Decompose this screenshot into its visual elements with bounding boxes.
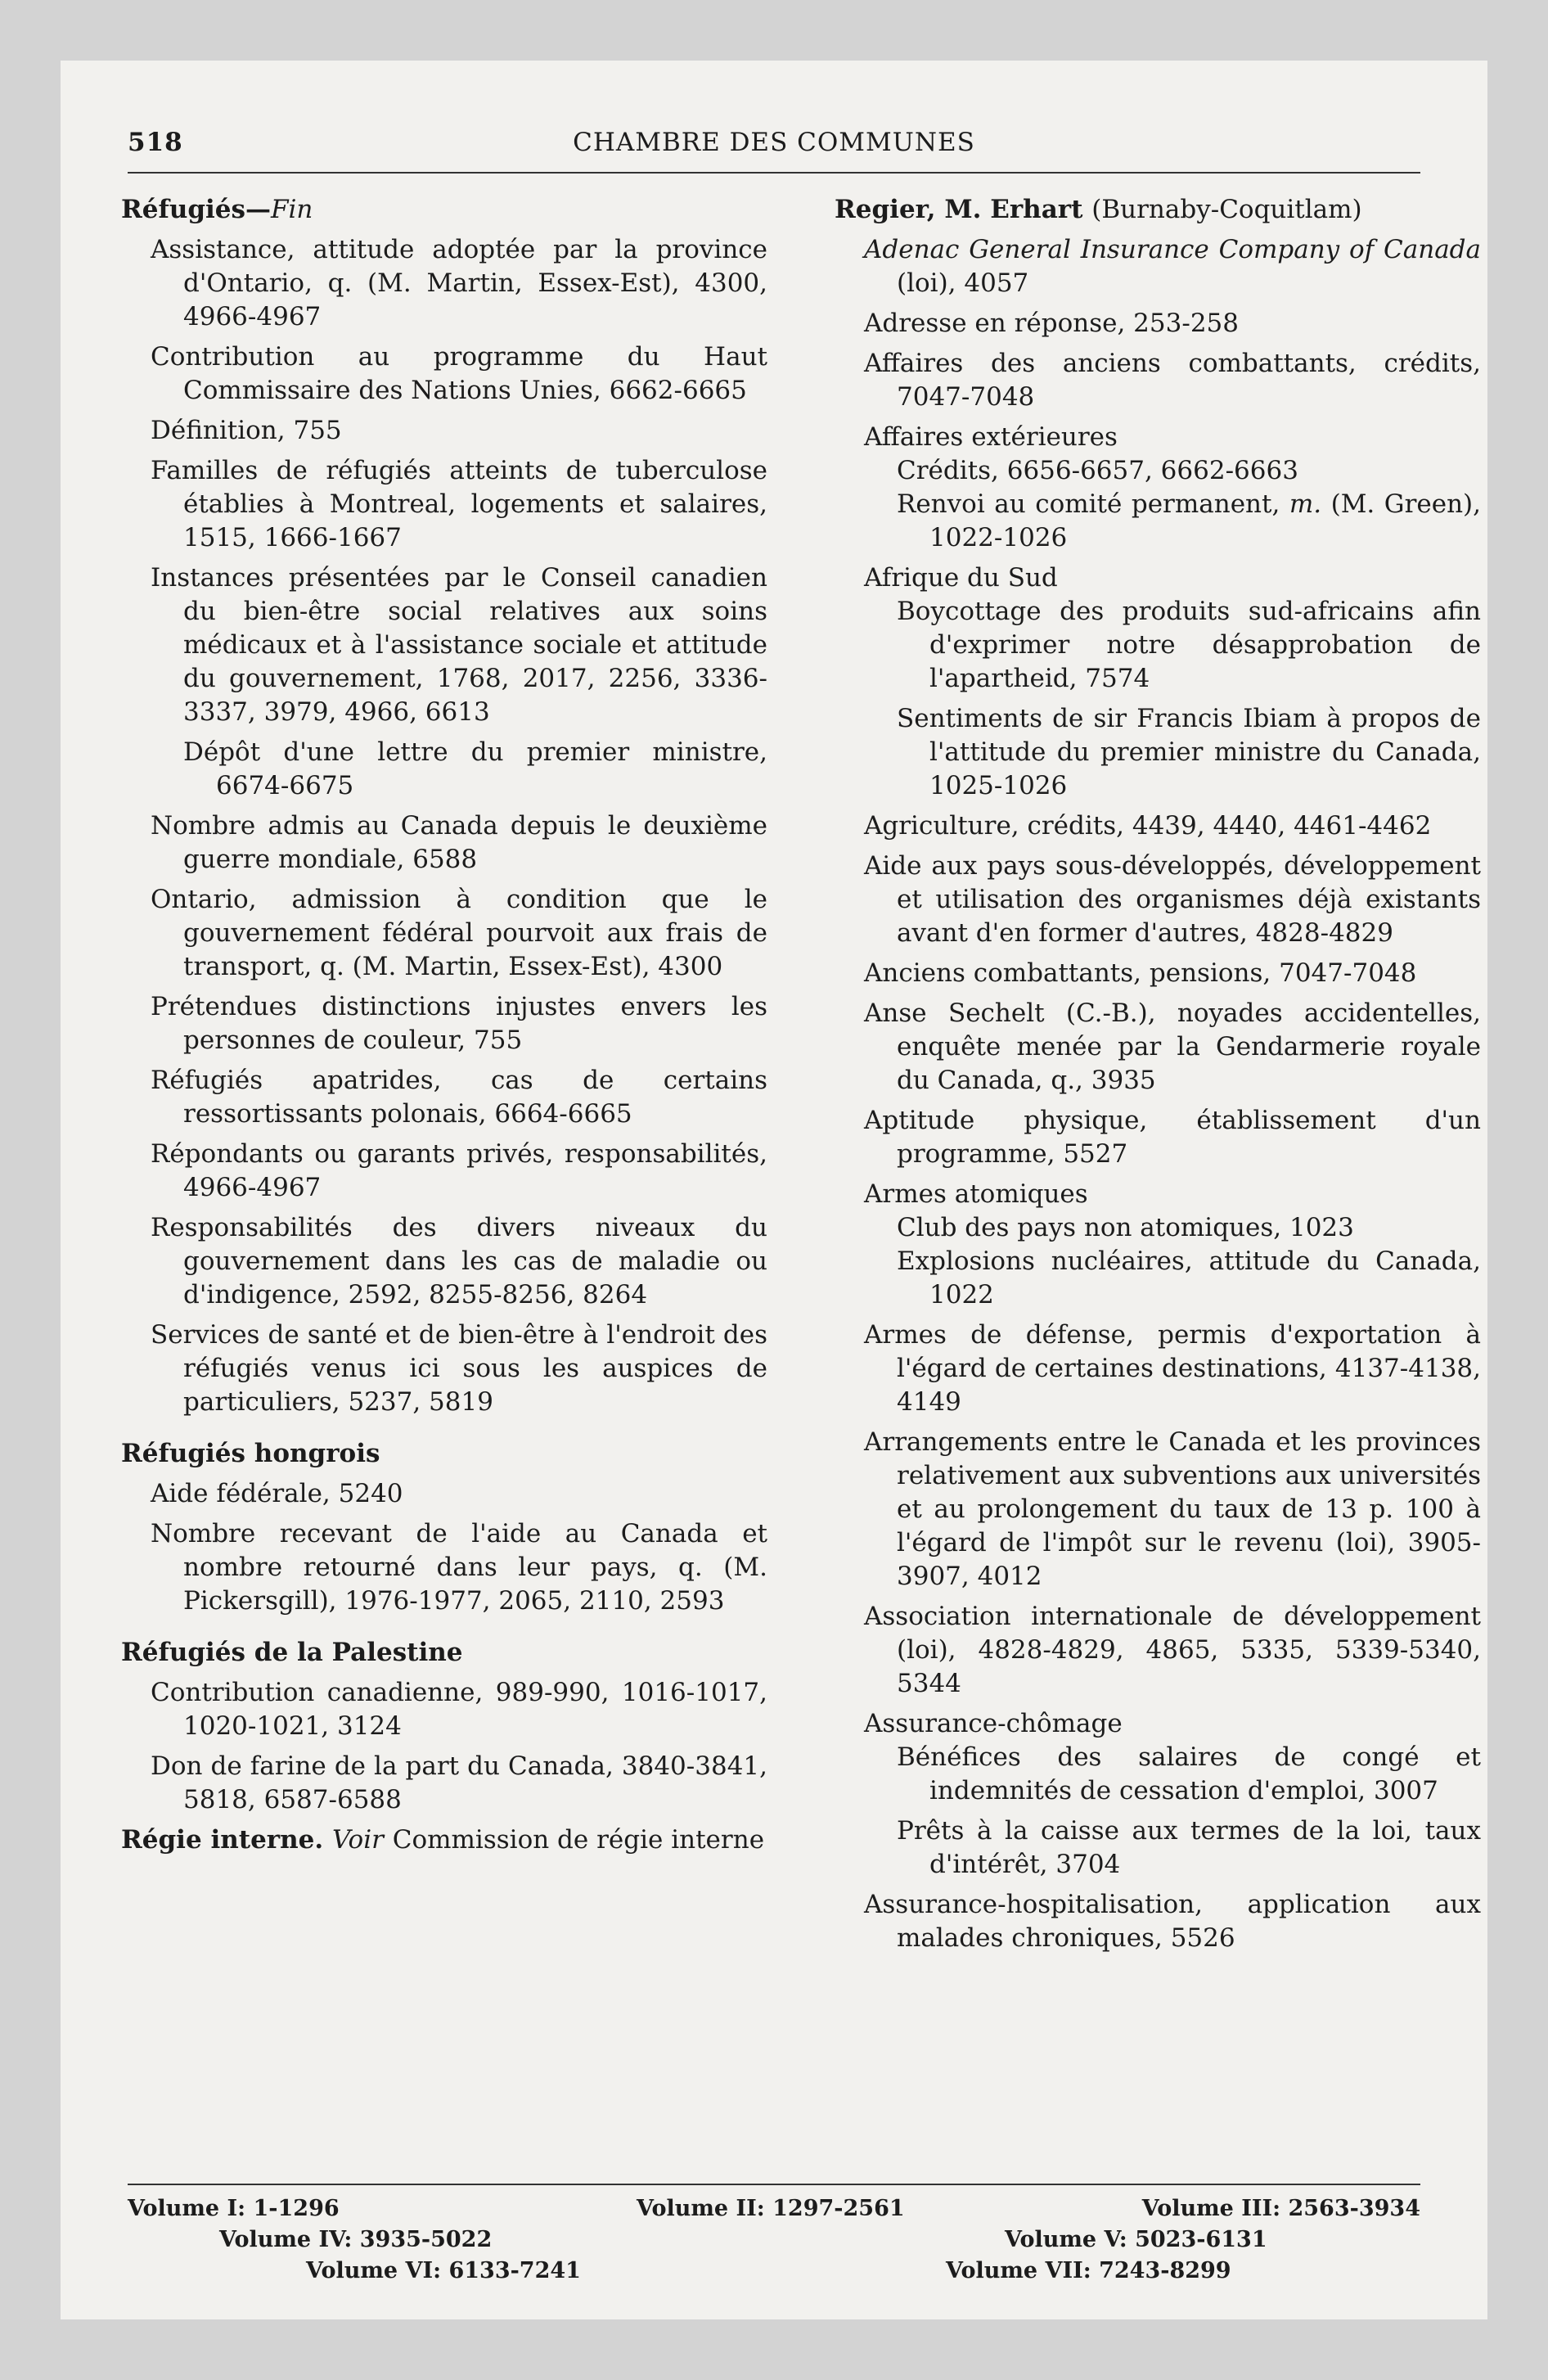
index-heading: Regier, M. Erhart (Burnaby-Coquitlam) [835,195,1362,224]
footer-rule [128,2184,1420,2185]
index-entry: Affaires des anciens combattants, crédits, 7047-7048 [864,349,1481,412]
index-entry: Services de santé et de bien-être à l'endroit des réfugiés venus ici sous les auspices de particuliers, 5237, 5819 [151,1320,767,1417]
volume-range: Volume II: 1297-2561 [637,2196,905,2221]
header-rule [128,172,1420,174]
index-entry: Adresse en réponse, 253-258 [864,309,1239,338]
index-entry: Assurance-hospitalisation, application aux malades chroniques, 5526 [864,1890,1481,1953]
index-heading-cross-reference: Régie interne. Voir Commission de régie interne [121,1825,765,1855]
index-subentry: Dépôt d'une lettre du premier ministre, 6674-6675 [183,737,767,800]
page-number: 518 [128,128,183,157]
volume-range: Volume I: 1-1296 [128,2196,340,2221]
index-entry: Nombre recevant de l'aide au Canada et nombre retourné dans leur pays, q. (M. Pickersgill), 1976-1977, 2065, 2110, 2593 [151,1519,767,1616]
index-entry: Responsabilités des divers niveaux du gouvernement dans les cas de maladie ou d'indigence, 2592, 8255-8256, 8264 [151,1213,767,1309]
index-entry: Contribution canadienne, 989-990, 1016-1017, 1020-1021, 3124 [151,1678,767,1741]
index-entry: Définition, 755 [151,416,342,445]
running-title: CHAMBRE DES COMMUNES [573,128,975,157]
index-subentry: Prêts à la caisse aux termes de la loi, taux d'intérêt, 3704 [897,1816,1481,1879]
volume-range: Volume V: 5023-6131 [1005,2227,1267,2252]
index-entry: Réfugiés apatrides, cas de certains ressortissants polonais, 6664-6665 [151,1066,767,1129]
left-column [121,193,767,1857]
index-entry: Anciens combattants, pensions, 7047-7048 [864,958,1417,988]
index-entry: Instances présentées par le Conseil canadien du bien-être social relatives aux soins médicaux et à l'assistance sociale et attitude du gouvernement, 1768, 2017, 2256, 3336-3337, 3979, 4966, 6613 [151,563,767,727]
volume-footer [128,2193,1420,2287]
right-column [835,193,1481,1955]
index-entry: Association internationale de développement (loi), 4828-4829, 4865, 5335, 5339-5340, 5344 [864,1602,1481,1698]
index-entry: Armes atomiques [864,1179,1088,1209]
page-header [128,128,1420,160]
index-entry: Prétendues distinctions injustes envers les personnes de couleur, 755 [151,992,767,1055]
volume-range: Volume IV: 3935-5022 [219,2227,493,2252]
index-entry: Affaires extérieures [864,422,1118,452]
index-heading: Réfugiés hongrois [121,1439,380,1468]
volume-range: Volume VII: 7243-8299 [946,2258,1231,2283]
volume-range: Volume VI: 6133-7241 [306,2258,581,2283]
index-entry: Assistance, attitude adoptée par la province d'Ontario, q. (M. Martin, Essex-Est), 4300, 4966-4967 [151,235,767,331]
index-entry: Adenac General Insurance Company of Canada (loi), 4057 [864,235,1481,298]
index-entry: Don de farine de la part du Canada, 3840-3841, 5818, 6587-6588 [151,1751,767,1814]
index-entry: Contribution au programme du Haut Commissaire des Nations Unies, 6662-6665 [151,342,767,405]
index-entry: Afrique du Sud [864,563,1058,593]
index-heading: Réfugiés—Fin [121,195,313,224]
index-entry: Répondants ou garants privés, responsabilités, 4966-4967 [151,1139,767,1202]
index-entry: Nombre admis au Canada depuis le deuxième guerre mondiale, 6588 [151,811,767,874]
index-entry: Assurance-chômage [864,1709,1123,1738]
index-subentry: Renvoi au comité permanent, m. (M. Green), 1022-1026 [897,489,1481,552]
index-entry: Aide fédérale, 5240 [151,1479,403,1508]
index-entry: Arrangements entre le Canada et les provinces relativement aux subventions aux universités et au prolongement du taux de 13 p. 100 à l'égard de l'impôt sur le revenu (loi), 3905-3907, 4012 [864,1427,1481,1591]
index-entry: Ontario, admission à condition que le gouvernement fédéral pourvoit aux frais de transport, q. (M. Martin, Essex-Est), 4300 [151,885,767,981]
index-heading: Réfugiés de la Palestine [121,1638,463,1667]
index-entry: Agriculture, crédits, 4439, 4440, 4461-4462 [864,811,1432,841]
index-subentry: Club des pays non atomiques, 1023 [897,1213,1354,1242]
index-entry: Aide aux pays sous-développés, développement et utilisation des organismes déjà existants avant d'en former d'autres, 4828-4829 [864,851,1481,948]
index-subentry: Sentiments de sir Francis Ibiam à propos de l'attitude du premier ministre du Canada, 1025-1026 [897,704,1481,800]
index-entry: Familles de réfugiés atteints de tuberculose établies à Montreal, logements et salaires, 1515, 1666-1667 [151,456,767,552]
index-subentry: Crédits, 6656-6657, 6662-6663 [897,456,1298,485]
index-subentry: Bénéfices des salaires de congé et indemnités de cessation d'emploi, 3007 [897,1742,1481,1805]
index-subentry: Explosions nucléaires, attitude du Canada, 1022 [897,1246,1481,1309]
volume-range: Volume III: 2563-3934 [1141,2196,1420,2221]
index-entry: Anse Sechelt (C.-B.), noyades accidentelles, enquête menée par la Gendarmerie royale du Canada, q., 3935 [864,998,1481,1095]
index-subentry: Boycottage des produits sud-africains afin d'exprimer notre désapprobation de l'apartheid, 7574 [897,597,1481,693]
scanned-page [61,61,1487,2319]
index-entry: Aptitude physique, établissement d'un programme, 5527 [864,1106,1481,1169]
index-entry: Armes de défense, permis d'exportation à l'égard de certaines destinations, 4137-4138, 4149 [864,1320,1481,1417]
